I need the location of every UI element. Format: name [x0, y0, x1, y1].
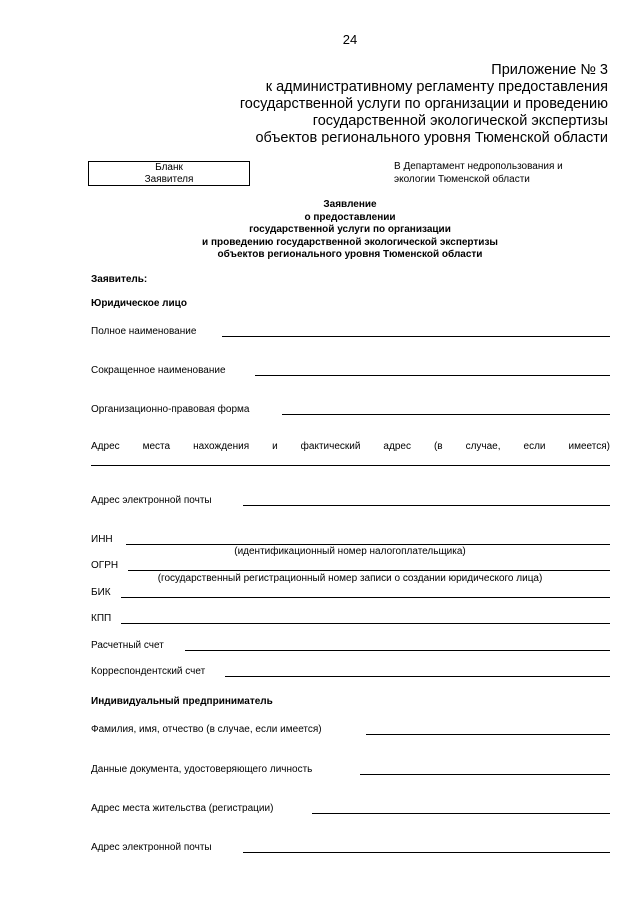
short-name-label: Сокращенное наименование [91, 365, 226, 376]
address-field[interactable] [91, 465, 610, 466]
individual-heading: Индивидуальный предприниматель [91, 696, 273, 707]
applicant-blank-box [88, 161, 250, 186]
org-form-field[interactable] [282, 414, 610, 415]
appendix-line-3: государственной услуги по организации и проведению [239, 96, 608, 112]
title-line-2: о предоставлении [304, 211, 396, 223]
org-form-label: Организационно-правовая форма [91, 404, 250, 415]
address-word: адрес [383, 441, 411, 452]
address-row [91, 441, 610, 452]
appendix-line-5: объектов регионального уровня Тюменской области [255, 130, 608, 146]
kpp-field[interactable] [121, 623, 610, 624]
department-line-2: экологии Тюменской области [394, 173, 530, 185]
inn-field[interactable] [126, 544, 610, 545]
fio-row [91, 721, 610, 735]
residence-label: Адрес места жительства (регистрации) [91, 803, 274, 814]
email-row [91, 492, 610, 506]
inn-row [91, 531, 610, 545]
ip-email-row [91, 839, 610, 853]
residence-field[interactable] [312, 813, 610, 814]
corr-account-field[interactable] [225, 676, 610, 677]
corr-account-row [91, 663, 610, 677]
page-number: 24 [342, 32, 358, 47]
department-line-1: В Департамент недропользования и [394, 161, 563, 172]
appendix-block [240, 62, 608, 147]
address-word: имеется) [568, 441, 610, 452]
corr-account-label: Корреспондентский счет [91, 666, 206, 677]
inn-caption: (идентификационный номер налогоплательщика) [234, 546, 466, 557]
ogrn-label: ОГРН [91, 560, 119, 571]
address-word: Адрес [91, 441, 120, 452]
kpp-row [91, 610, 610, 624]
account-label: Расчетный счет [91, 640, 164, 651]
document-title [0, 199, 640, 262]
email-label: Адрес электронной почты [91, 495, 212, 506]
org-form-row [91, 401, 610, 415]
address-word: если [523, 441, 546, 452]
bik-label: БИК [91, 587, 111, 598]
id-doc-label: Данные документа, удостоверяющего личность [91, 764, 313, 775]
appendix-line-2: к административному регламенту предоставления [265, 79, 608, 95]
full-name-row [91, 323, 610, 337]
address-word: (в [433, 441, 443, 452]
title-line-1: Заявление [323, 199, 377, 210]
fio-label: Фамилия, имя, отчество (в случае, если имеется) [91, 724, 322, 735]
short-name-row [91, 362, 610, 376]
bik-field[interactable] [121, 597, 610, 598]
address-word: места [142, 441, 171, 452]
address-word: случае, [465, 441, 501, 452]
residence-row [91, 800, 610, 814]
blank-line-1: Бланк [155, 162, 183, 173]
full-name-field[interactable] [222, 336, 610, 337]
legal-entity-heading: Юридическое лицо [91, 298, 187, 309]
title-line-4: и проведению государственной экологической экспертизы [202, 236, 498, 248]
id-doc-row [91, 761, 610, 775]
department-addressee [394, 161, 563, 186]
blank-line-2: Заявителя [144, 174, 194, 185]
ip-email-field[interactable] [243, 852, 610, 853]
account-row [91, 637, 610, 651]
email-field[interactable] [243, 505, 610, 506]
address-word: и [272, 441, 278, 452]
fio-field[interactable] [366, 734, 610, 735]
appendix-line-4: государственной экологической экспертизы [312, 113, 608, 129]
title-line-3: государственной услуги по организации [249, 224, 451, 235]
title-line-5: объектов регионального уровня Тюменской области [217, 249, 483, 260]
applicant-label: Заявитель: [91, 274, 148, 285]
ogrn-caption: (государственный регистрационный номер записи о создании юридического лица) [157, 573, 543, 584]
ogrn-field[interactable] [128, 570, 610, 571]
inn-label: ИНН [91, 534, 113, 545]
account-field[interactable] [185, 650, 610, 651]
kpp-label: КПП [91, 613, 112, 624]
ip-email-label: Адрес электронной почты [91, 842, 212, 853]
address-word: фактический [300, 441, 361, 452]
appendix-line-1: Приложение № 3 [491, 62, 608, 78]
full-name-label: Полное наименование [91, 326, 197, 337]
bik-row [91, 584, 610, 598]
short-name-field[interactable] [255, 375, 610, 376]
address-word: нахождения [193, 441, 250, 452]
ogrn-row [91, 557, 610, 571]
id-doc-field[interactable] [360, 774, 610, 775]
